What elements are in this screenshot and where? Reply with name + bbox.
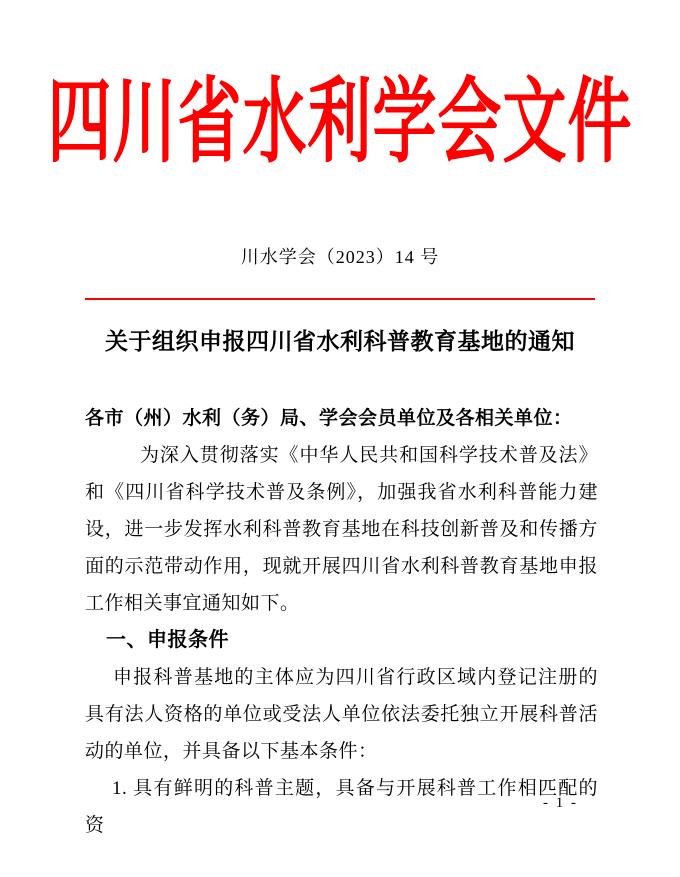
salutation: 各市（州）水利（务）局、学会会员单位及各相关单位： [85,408,573,429]
document-body [85,400,598,844]
red-separator-line [85,298,595,300]
masthead-title: 四川省水利学会文件 [47,70,633,174]
page-number: - 1 - [543,795,578,811]
doc-number: 川水学会（2023）14 号 [240,247,440,267]
list-item-1: 1. 具有鲜明的科普主题，具备与开展科普工作相匹配的资 [85,778,598,836]
section-heading-1: 一、申报条件 [106,629,229,651]
paragraph-intro: 为深入贯彻落实《中华人民共和国科学技术普及法》和《四川省科学技术普及条例》，加强我省水利科普能力建设，进一步发挥水利科普教育基地在科技创新普及和传播方面的示范带动作用，现就开展四川省水利科普教育基地申报工作相关事宜通知如下。 [85,445,598,614]
paragraph-conditions: 申报科普基地的主体应为四川省行政区域内登记注册的具有法人资格的单位或受法人单位依法委托独立开展科普活动的单位，并具备以下基本条件： [85,667,598,762]
masthead [0,58,680,188]
document-title: 关于组织申报四川省水利科普教育基地的通知 [105,328,575,354]
